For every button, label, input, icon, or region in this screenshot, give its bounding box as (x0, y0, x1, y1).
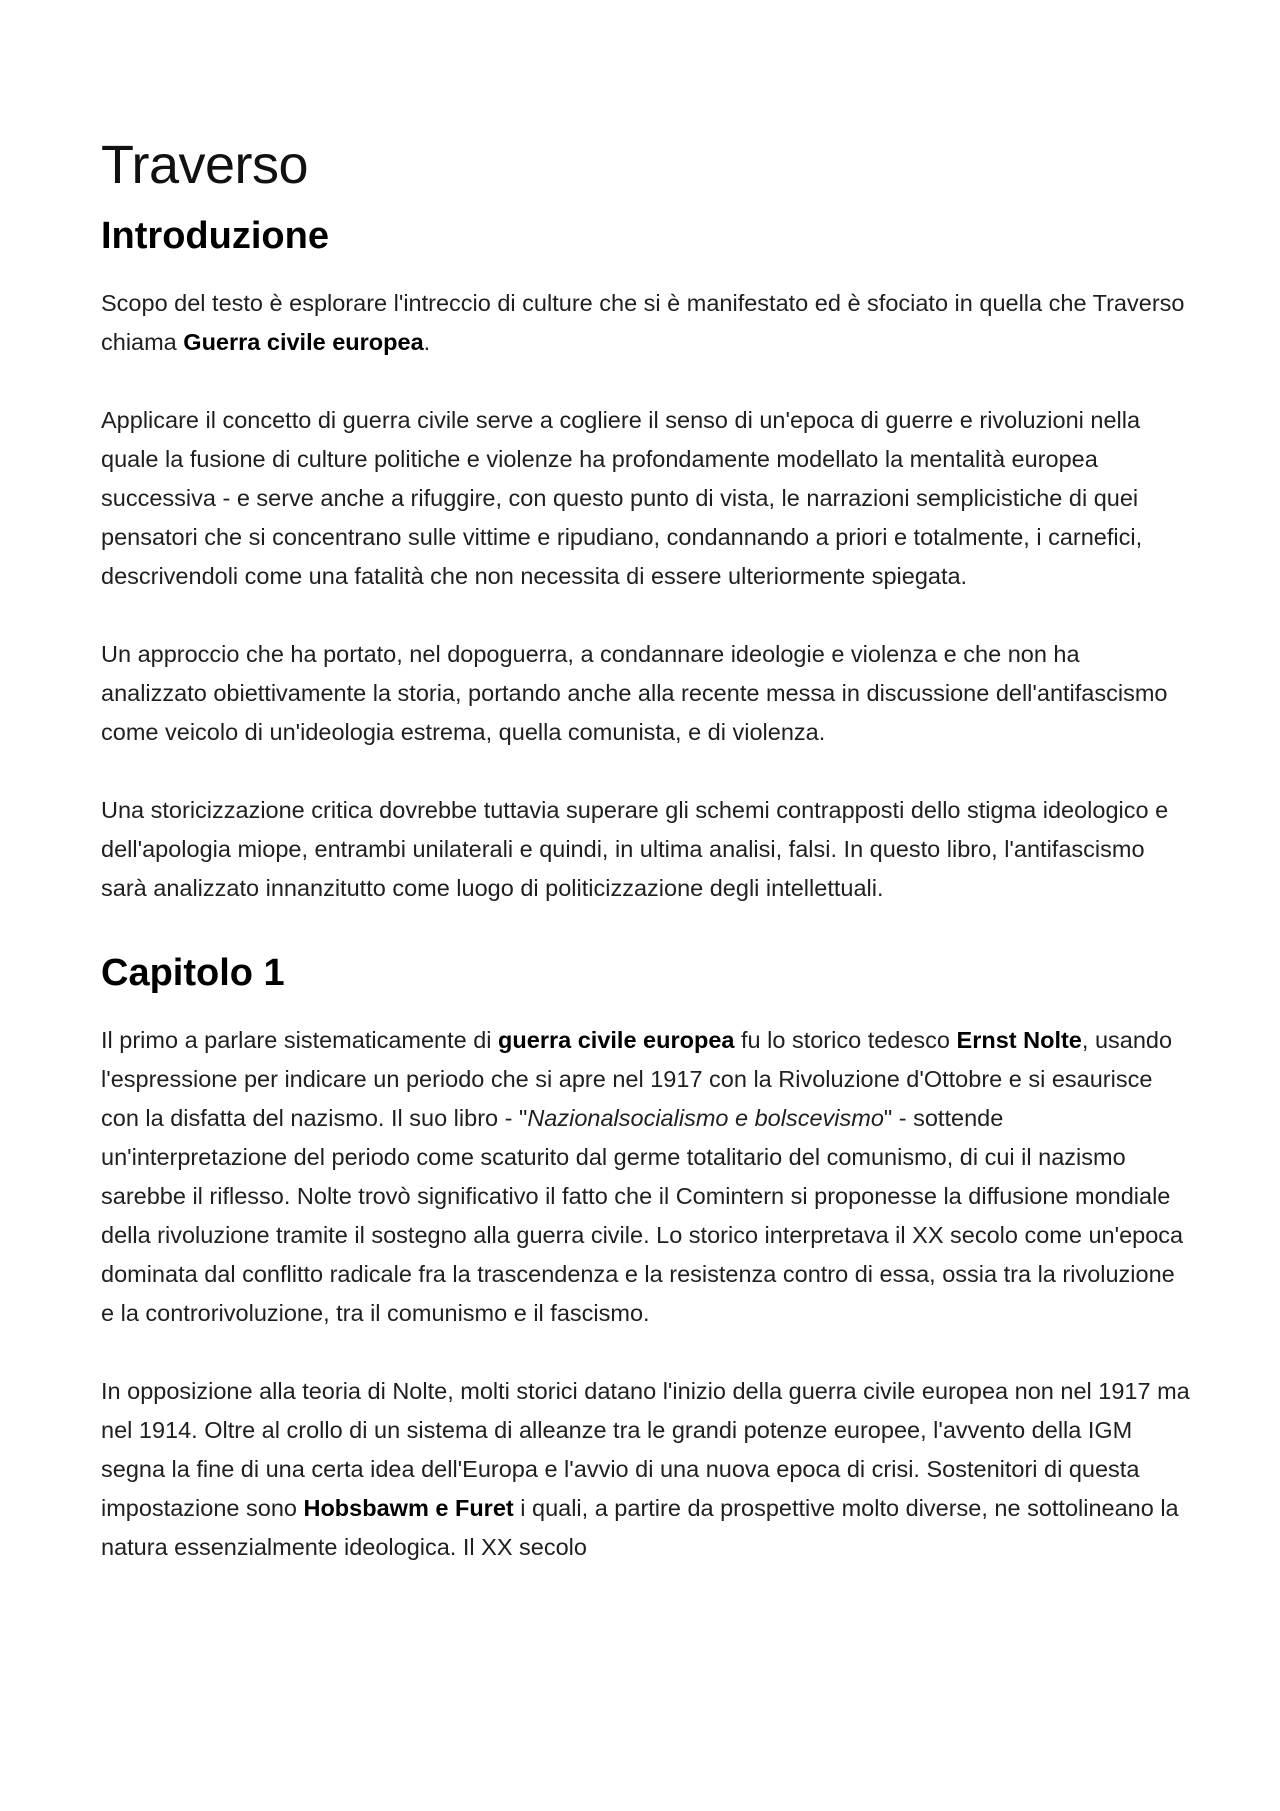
italic-text: Nazionalsocialismo e bolscevismo (527, 1105, 884, 1131)
text-run: Scopo del testo è esplorare l'intreccio di culture che si è manifestato ed è sfociato in quella che Traverso chiama (101, 290, 1185, 355)
document-page (101, 130, 1191, 1606)
paragraph (101, 791, 1191, 908)
section-heading-capitolo-1: Capitolo 1 (101, 952, 285, 994)
text-run: fu lo storico tedesco (734, 1027, 957, 1053)
bold-text: Hobsbawm e Furet (303, 1495, 514, 1521)
document-title: Traverso (101, 135, 309, 195)
paragraph (101, 401, 1191, 596)
text-run: Applicare il concetto di guerra civile serve a cogliere il senso di un'epoca di guerre e rivoluzioni nella quale la fusione di culture politiche e violenze ha profondamente modellato la mentalità europea successiva - e serve anche a rifuggire, con questo punto di vista, le narrazioni semplicistiche di quei pensatori che si concentrano sulle vittime e ripudiano, condannando a priori e totalmente, i carnefici, descrivendoli come una fatalità che non necessita di essere ulteriormente spiegata. (101, 407, 1143, 589)
bold-text: guerra civile europea (498, 1027, 735, 1053)
text-run: . (423, 329, 431, 355)
paragraph (101, 284, 1191, 362)
paragraph (101, 635, 1191, 752)
text-run: i quali, a partire da prospettive molto diverse, ne sottolineano la natura essenzialmente ideologica. Il XX secolo (101, 1495, 1179, 1560)
bold-text: Guerra civile europea (183, 329, 424, 355)
paragraph (101, 1021, 1191, 1333)
bold-text: Ernst Nolte (956, 1027, 1082, 1053)
text-run: , usando l'espressione per indicare un periodo che si apre nel 1917 con la Rivoluzione d'Ottobre e si esaurisce con la disfatta del nazismo. Il suo libro - " (101, 1027, 1173, 1131)
text-run: Un approccio che ha portato, nel dopoguerra, a condannare ideologie e violenza e che non ha analizzato obiettivamente la storia, portando anche alla recente messa in discussione dell'antifascismo come veicolo di un'ideologia estrema, quella comunista, e di violenza. (101, 641, 1168, 745)
paragraph (101, 1372, 1191, 1567)
text-run: In opposizione alla teoria di Nolte, molti storici datano l'inizio della guerra civile europea non nel 1917 ma nel 1914. Oltre al crollo di un sistema di alleanze tra le grandi potenze europee, l'avvento della IGM segna la fine di una certa idea dell'Europa e l'avvio di una nuova epoca di crisi. Sostenitori di questa impostazione sono (101, 1378, 1190, 1521)
section-heading-introduzione: Introduzione (101, 215, 329, 257)
text-run: " - sottende un'interpretazione del periodo come scaturito dal germe totalitario del comunismo, di cui il nazismo sarebbe il riflesso. Nolte trovò significativo il fatto che il Comintern si proponesse la diffusione mondiale della rivoluzione tramite il sostegno alla guerra civile. Lo storico interpretava il XX secolo come un'epoca dominata dal conflitto radicale fra la trascendenza e la resistenza contro di essa, ossia tra la rivoluzione e la controrivoluzione, tra il comunismo e il fascismo. (101, 1105, 1184, 1326)
text-run: Una storicizzazione critica dovrebbe tuttavia superare gli schemi contrapposti dello stigma ideologico e dell'apologia miope, entrambi unilaterali e quindi, in ultima analisi, falsi. In questo libro, l'antifascismo sarà analizzato innanzitutto come luogo di politicizzazione degli intellettuali. (101, 797, 1169, 901)
text-run: Il primo a parlare sistematicamente di (101, 1027, 499, 1053)
